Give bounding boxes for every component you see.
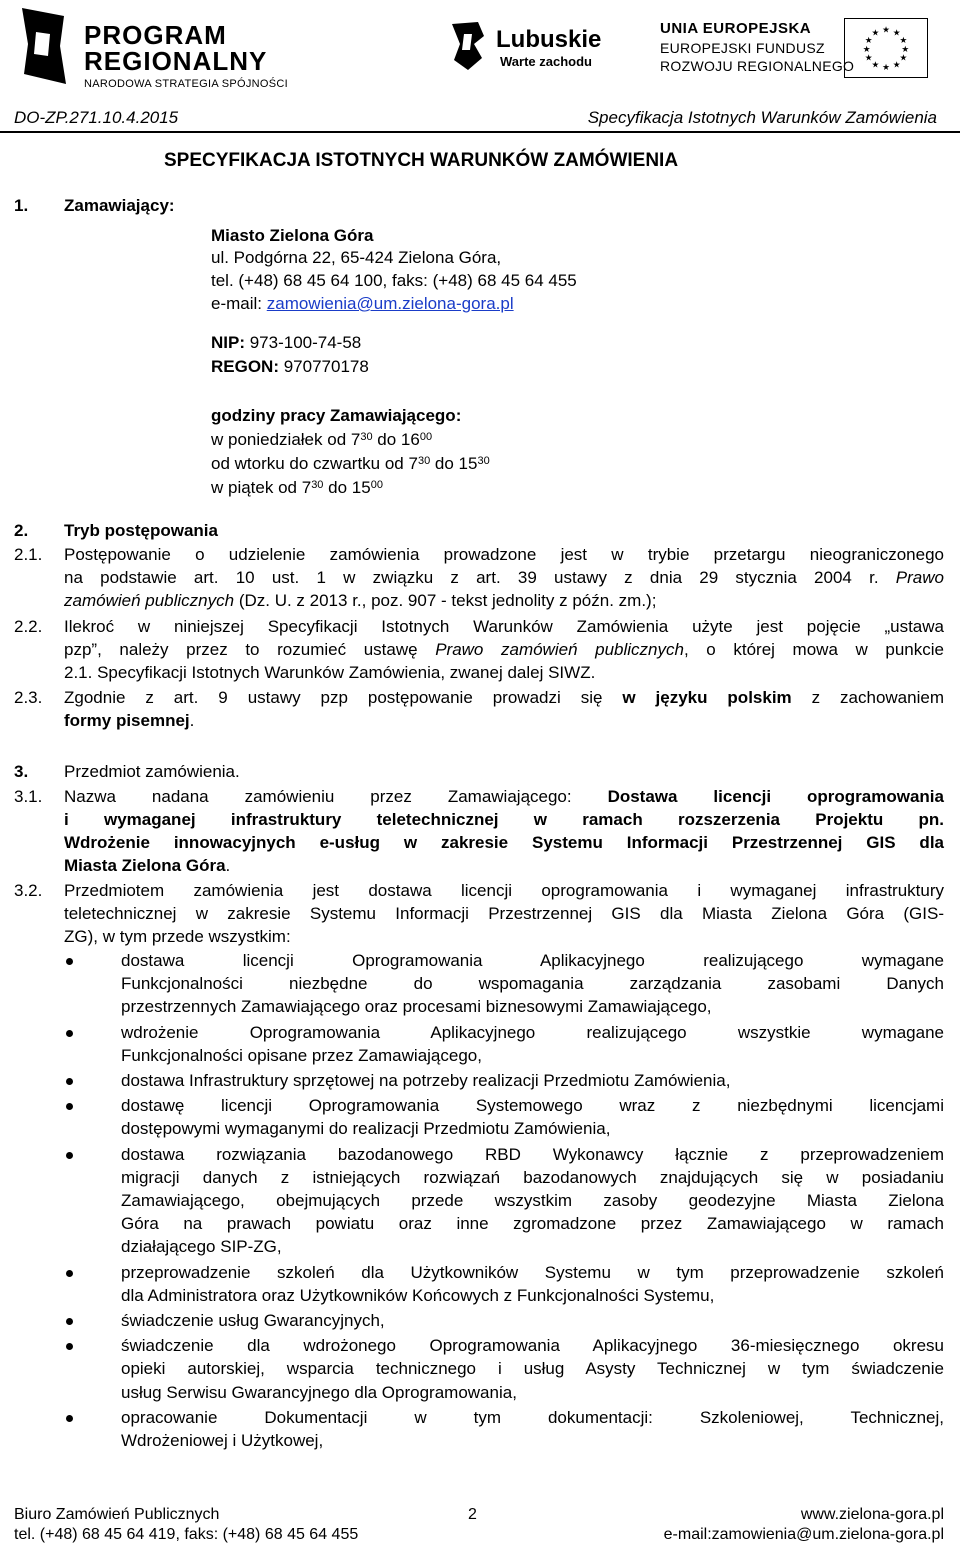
- bullet-item-5-line-2: migracji danych z istniejących rozwiązań bazodanowych znajdujących się w posiadaniu: [121, 1167, 944, 1187]
- page-title: SPECYFIKACJA ISTOTNYCH WARUNKÓW ZAMÓWIENIA: [164, 150, 679, 171]
- svg-text:★: ★: [862, 44, 871, 55]
- bullet-item-7-line-1: świadczenie usług Gwarancyjnych,: [121, 1311, 385, 1330]
- bullet-dot-icon: [66, 1152, 73, 1159]
- lubuskie-mark-icon: [448, 20, 488, 72]
- logo-program-text: PROGRAM: [84, 20, 227, 50]
- bullet-item-8-line-3: usług Serwisu Gwarancyjnego dla Oprogramowania,: [121, 1382, 517, 1402]
- eu-logo: [660, 18, 950, 88]
- bullet-item-9-line-1: opracowanie Dokumentacji w tym dokumentacji: Szkoleniowej, Technicznej,: [121, 1407, 944, 1427]
- bullet-item-8-line-2: opieki autorskiej, wsparcia technicznego i usług Asysty Technicznej w tym świadczenie: [121, 1359, 944, 1379]
- regon-label: REGON:: [211, 357, 279, 376]
- bullet-item-1-line-3: przestrzennych Zamawiającego oraz procesami biznesowymi Zamawiającego,: [121, 997, 712, 1017]
- para-2-2-line3: 2.1. Specyfikacji Istotnych Warunków Zamówienia, zwanej dalej SIWZ.: [64, 663, 596, 682]
- para-2-3-number: 2.3.: [14, 688, 43, 707]
- footer-office: Biuro Zamówień Publicznych: [14, 1506, 220, 1523]
- para-2-1-line3-italic: zamówień publicznych: [64, 591, 235, 610]
- para-2-3-line1-text: Zgodnie z art. 9 ustawy pzp postępowanie prowadzi się: [64, 688, 623, 707]
- para-2-1-line3: [64, 591, 656, 611]
- contracting-phone: tel. (+48) 68 45 64 100, faks: (+48) 68 45 64 455: [211, 271, 577, 290]
- para-2-2-line2: [64, 640, 944, 660]
- bullet-dot-icon: [66, 1415, 73, 1422]
- logo-ue-line3: ROZWOJU REGIONALNEGO: [660, 58, 855, 74]
- hours-friday: [211, 478, 383, 498]
- para-2-3-line2: [64, 711, 194, 731]
- nip-value: 973-100-74-58: [245, 333, 362, 352]
- para-3-2-number: 3.2.: [14, 881, 43, 900]
- footer-website: www.zielona-gora.pl: [800, 1506, 944, 1523]
- bullet-item-6-line-2: dla Administratora oraz Użytkowników Końcowych z Funkcjonalności Systemu,: [121, 1285, 715, 1305]
- para-3-1-line3: Wdrożenie innowacyjnych e-usług w zakresie Systemu Informacji Przestrzennej GIS dla: [64, 833, 944, 852]
- para-3-1-line4: [64, 856, 230, 876]
- section-2-number: 2.: [14, 521, 29, 540]
- para-3-1-line2: i wymaganej infrastruktury teletechnicznej w ramach rozszerzenia Projektu pn.: [64, 810, 944, 829]
- section-1-number: 1.: [14, 196, 29, 215]
- nip-row: [211, 333, 361, 353]
- program-regionalny-mark-icon: [14, 4, 72, 88]
- logo-ue-title: UNIA EUROPEJSKA: [660, 20, 812, 37]
- logo-nss-text: NARODOWA STRATEGIA SPÓJNOŚCI: [84, 78, 288, 90]
- para-2-3-line1: [64, 688, 944, 708]
- svg-text:★: ★: [899, 53, 908, 64]
- bullet-item-5-line-3: Zamawiającego, obejmujących przede wszystkim zasoby geodezyjne Miasta Zielona: [121, 1191, 944, 1210]
- document-type: Specyfikacja Istotnych Warunków Zamówienia: [587, 108, 937, 127]
- para-3-2-line2: teletechnicznej w zakresie Systemu Informacji Przestrzennej GIS dla Miasta Zielona Góra (GIS-: [64, 904, 944, 923]
- svg-text:★: ★: [899, 36, 908, 47]
- para-3-1-line1-text: Nazwa nadana zamówieniu przez Zamawiającego:: [64, 787, 608, 806]
- para-2-1-line1: Postępowanie o udzielenie zamówienia prowadzone jest w trybie przetargu nieograniczonego: [64, 545, 944, 564]
- bullet-dot-icon: [66, 1318, 73, 1325]
- hours-monday-text: w poniedziałek od 7: [211, 430, 361, 449]
- section-3-heading: Przedmiot zamówienia.: [64, 762, 240, 781]
- para-3-1-number: 3.1.: [14, 787, 43, 806]
- svg-text:★: ★: [864, 53, 873, 64]
- para-2-1-line3-text: (Dz. U. z 2013 r., poz. 907 - tekst jednolity z późn. zm.);: [234, 591, 657, 610]
- section-1-heading: Zamawiający:: [64, 196, 175, 215]
- header-divider: [0, 131, 960, 133]
- hours-title: godziny pracy Zamawiającego:: [211, 406, 462, 425]
- bullet-dot-icon: [66, 1270, 73, 1277]
- bullet-item-1-line-2: Funkcjonalności niezbędne do wspomagania zarządzania zasobami Danych: [121, 974, 944, 994]
- contracting-email-row: [211, 294, 514, 314]
- email-label: e-mail:: [211, 294, 267, 313]
- bullet-item-4-line-1: dostawę licencji Oprogramowania Systemowego wraz z niezbędnymi licencjami: [121, 1096, 944, 1116]
- bullet-item-9-line-2: Wdrożeniowej i Użytkowej,: [121, 1431, 324, 1450]
- hours-tue-thu-text2: do 15: [430, 454, 478, 473]
- program-regionalny-logo: [14, 4, 314, 90]
- bullet-dot-icon: [66, 1078, 73, 1085]
- hours-friday-sup1: 30: [311, 479, 324, 491]
- para-3-2-line1: Przedmiotem zamówienia jest dostawa licencji oprogramowania i wymaganej infrastruktury: [64, 881, 944, 900]
- logo-lubuskie-tagline: Warte zachodu: [500, 54, 592, 69]
- para-2-1-number: 2.1.: [14, 545, 43, 564]
- contracting-name: Miasto Zielona Góra: [211, 226, 374, 245]
- bullet-dot-icon: [66, 1343, 73, 1350]
- logo-lubuskie-text: Lubuskie: [496, 26, 602, 53]
- bullet-dot-icon: [66, 1103, 73, 1110]
- svg-text:★: ★: [892, 28, 901, 39]
- logo-regionalny-text: REGIONALNY: [84, 46, 268, 76]
- logo-ue-line2: EUROPEJSKI FUNDUSZ: [660, 40, 825, 56]
- para-2-2-number: 2.2.: [14, 617, 43, 636]
- para-3-2-line3: ZG), w tym przede wszystkim:: [64, 927, 291, 946]
- svg-text:★: ★: [892, 60, 901, 71]
- para-2-2-line2-italic: Prawo zamówień publicznych: [435, 640, 684, 659]
- lubuskie-logo: [448, 20, 608, 80]
- para-3-1-line4-bold: Miasta Zielona Góra: [64, 856, 226, 875]
- para-2-3-line2-text: .: [189, 711, 195, 730]
- regon-value: 970770178: [279, 357, 369, 376]
- bullet-dot-icon: [66, 958, 73, 965]
- para-2-3-line2-bold: formy pisemnej: [64, 711, 190, 730]
- para-2-3-line1-bold: w języku polskim: [622, 688, 792, 707]
- eu-flag-icon: [844, 18, 928, 78]
- svg-text:★: ★: [864, 36, 873, 47]
- para-2-2-line2-text2: , o której mowa w punkcie: [683, 640, 944, 659]
- regon-row: [211, 357, 369, 377]
- nip-label: NIP:: [211, 333, 245, 352]
- hours-monday-text2: do 16: [372, 430, 420, 449]
- para-3-1-line4-text: .: [225, 856, 231, 875]
- hours-tue-thu-sup1: 30: [417, 455, 431, 467]
- contracting-address: ul. Podgórna 22, 65-424 Zielona Góra,: [211, 248, 502, 267]
- bullet-dot-icon: [66, 1030, 73, 1037]
- para-2-1-line2: [64, 568, 944, 588]
- bullet-item-6-line-1: przeprowadzenie szkoleń dla Użytkowników Systemu w tym przeprowadzenie szkoleń: [121, 1262, 944, 1282]
- document-reference: DO-ZP.271.10.4.2015: [14, 108, 179, 127]
- hours-tue-thu-sup2: 30: [477, 455, 490, 467]
- bullet-item-4-line-2: dostępowymi wymaganymi do realizacji Przedmiotu Zamówienia,: [121, 1119, 611, 1139]
- svg-text:★: ★: [871, 60, 880, 71]
- hours-friday-text2: do 15: [323, 478, 371, 497]
- svg-text:★: ★: [871, 28, 880, 39]
- hours-tue-thu-text: od wtorku do czwartku od 7: [211, 454, 418, 473]
- para-3-1-line1-bold: Dostawa licencji oprogramowania: [607, 787, 944, 806]
- email-link[interactable]: zamowienia@um.zielona-gora.pl: [266, 294, 514, 313]
- hours-friday-sup2: 00: [370, 479, 383, 491]
- hours-friday-text: w piątek od 7: [211, 478, 312, 497]
- bullet-item-3-line-1: dostawa Infrastruktury sprzętowej na potrzeby realizacji Przedmiotu Zamówienia,: [121, 1071, 731, 1090]
- para-2-1-line2-italic: Prawo: [895, 568, 944, 587]
- hours-monday-sup2: 00: [419, 431, 433, 443]
- section-3-number: 3.: [14, 762, 29, 781]
- bullet-item-5-line-4: Góra na prawach powiatu oraz inne zgromadzone przez Zamawiającego w ramach: [121, 1214, 944, 1234]
- para-3-1-line1: [64, 787, 944, 807]
- hours-tue-thu: [211, 454, 490, 474]
- section-2-heading: Tryb postępowania: [64, 521, 218, 540]
- bullet-item-2-line-1: wdrożenie Oprogramowania Aplikacyjnego realizującego wszystkie wymagane: [121, 1022, 944, 1042]
- para-2-1-line2-text: na podstawie art. 10 ust. 1 w związku z art. 39 ustawy z dnia 29 stycznia 2004 r.: [64, 568, 879, 587]
- bullet-item-5-line-5: działającego SIP-ZG,: [121, 1237, 282, 1257]
- para-2-2-line1: Ilekroć w niniejszej Specyfikacji Istotnych Warunków Zamówienia użyte jest pojęcie „ustawa: [64, 617, 944, 636]
- svg-text:★: ★: [882, 63, 890, 74]
- hours-monday: [211, 430, 432, 450]
- bullet-item-2-line-2: Funkcjonalności opisane przez Zamawiającego,: [121, 1045, 482, 1065]
- svg-text:★: ★: [901, 44, 910, 55]
- hours-monday-sup1: 30: [360, 431, 373, 443]
- bullet-item-8-line-1: świadczenie dla wdrożonego Oprogramowania Aplikacyjnego 36-miesięcznego okresu: [121, 1336, 944, 1356]
- para-2-2-line2-text: pzp”, należy przez to rozumieć ustawę: [64, 640, 436, 659]
- para-2-3-line1-text2: z zachowaniem: [791, 688, 944, 707]
- bullet-item-1-line-1: dostawa licencji Oprogramowania Aplikacyjnego realizującego wymagane: [121, 951, 944, 970]
- svg-text:★: ★: [882, 25, 890, 36]
- footer-phone: tel. (+48) 68 45 64 419, faks: (+48) 68 45 64 455: [14, 1526, 359, 1543]
- page-number: 2: [468, 1506, 477, 1523]
- footer-email: e-mail:zamowienia@um.zielona-gora.pl: [663, 1526, 944, 1543]
- bullet-item-5-line-1: dostawa rozwiązania bazodanowego RBD Wykonawcy łącznie z przeprowadzeniem: [121, 1144, 944, 1164]
